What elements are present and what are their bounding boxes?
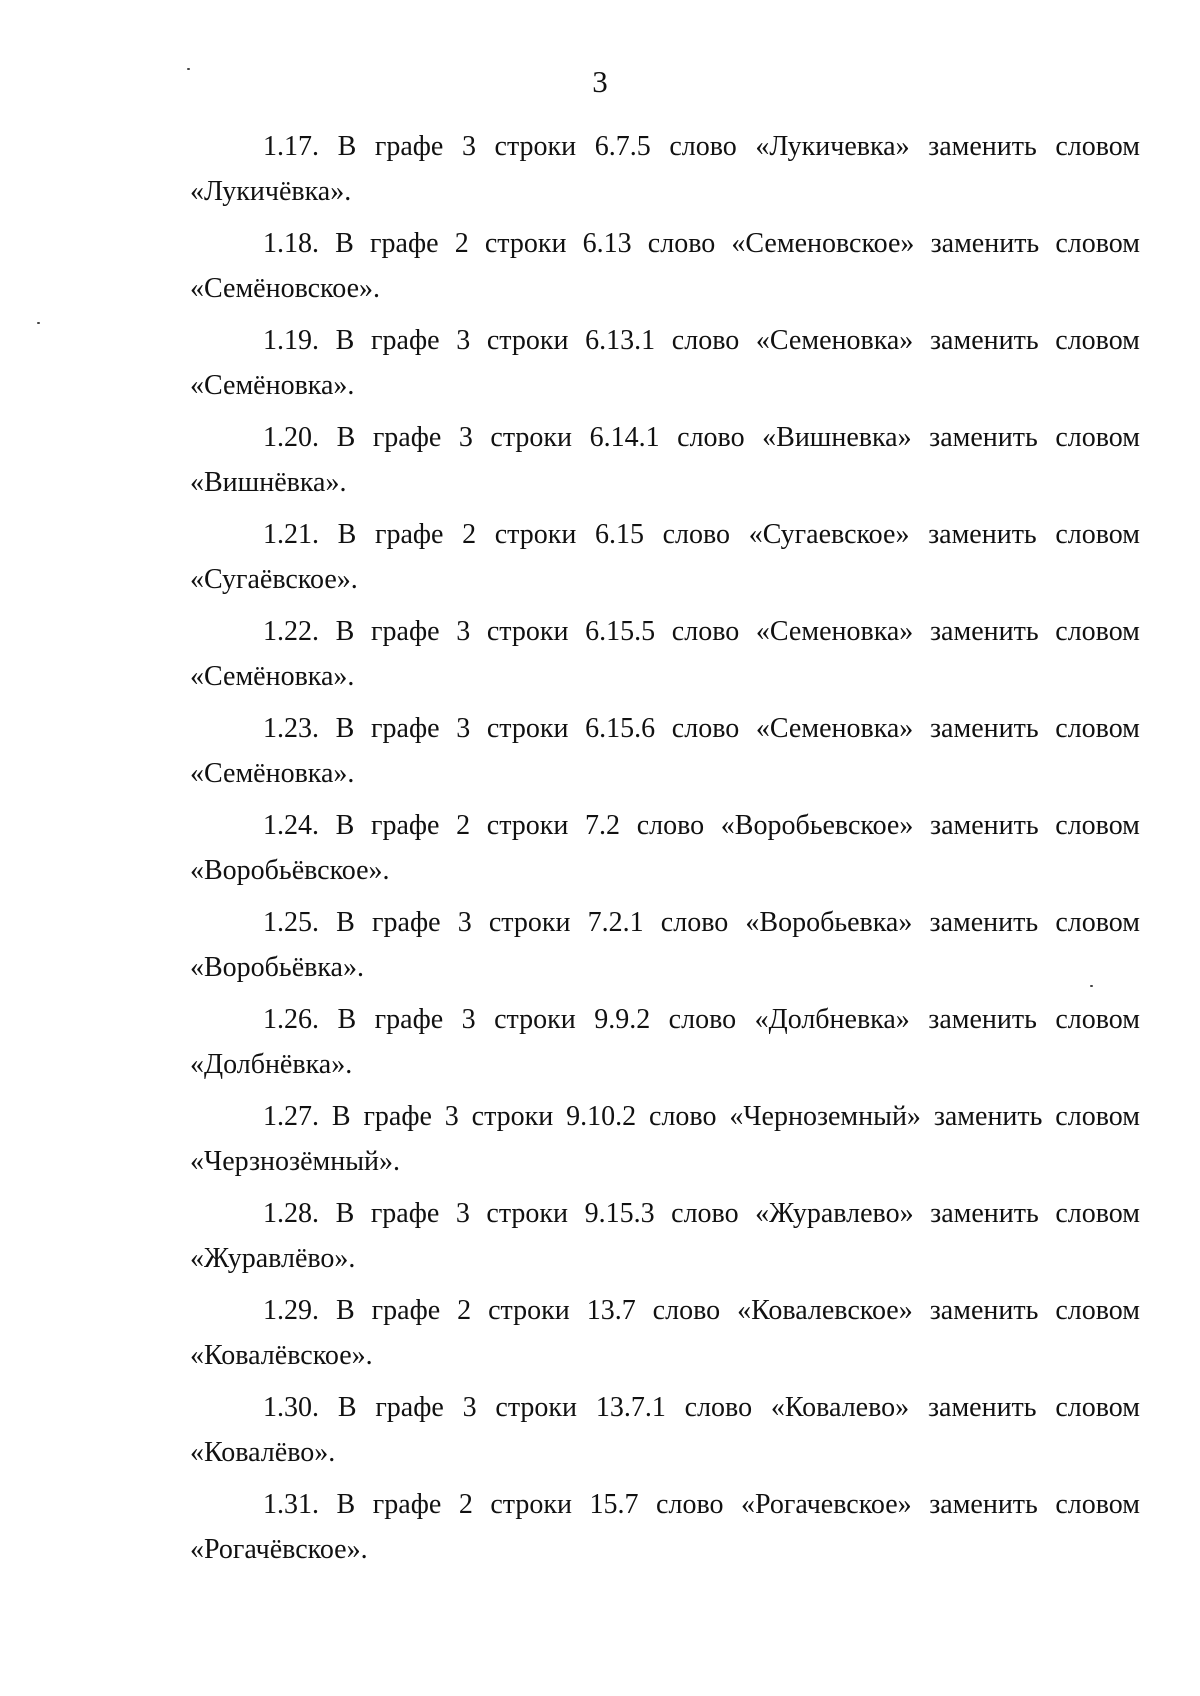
amendment-line-first	[263, 1194, 1140, 1234]
amendment-line-first	[263, 1485, 1140, 1525]
word: заменить	[930, 810, 1039, 841]
word: словом	[1055, 131, 1140, 162]
word: 3	[444, 1101, 459, 1132]
word: слово	[677, 422, 745, 453]
word: «Лукичевка»	[755, 131, 910, 162]
word: В	[335, 1198, 355, 1229]
word: В	[335, 810, 355, 841]
word: 6.15.5	[585, 616, 656, 647]
word: заменить	[933, 1101, 1043, 1132]
word: графе	[374, 1004, 444, 1035]
amendment-item	[190, 806, 1140, 903]
word: 6.15.6	[585, 713, 656, 744]
word: 1.17.	[263, 131, 319, 162]
word: графе	[370, 228, 439, 259]
word: «Долбневка»	[754, 1004, 910, 1035]
word: 13.7.1	[595, 1392, 666, 1423]
word: «Черноземный»	[729, 1101, 921, 1132]
amendment-line-continuation: «Семёновка».	[190, 661, 355, 692]
word: 2	[456, 810, 471, 841]
amendment-item	[190, 1000, 1140, 1097]
word: В	[335, 616, 355, 647]
word: слово	[671, 713, 740, 744]
word: словом	[1055, 325, 1140, 356]
amendment-line-first	[263, 321, 1140, 361]
word: строки	[494, 519, 577, 550]
word: В	[335, 1295, 355, 1326]
amendment-line-continuation: «Рогачёвское».	[190, 1534, 368, 1565]
word: «Семеновка»	[755, 713, 914, 744]
word: строки	[486, 810, 569, 841]
word: 1.31.	[263, 1489, 319, 1520]
scan-speck	[37, 322, 40, 324]
word: словом	[1055, 810, 1140, 841]
amendment-item	[190, 709, 1140, 806]
word: строки	[494, 1004, 576, 1035]
amendment-line-continuation: «Семёновка».	[190, 758, 355, 789]
word: 3	[455, 1198, 470, 1229]
amendment-line-first	[263, 127, 1140, 167]
word: заменить	[930, 228, 1040, 259]
word: В	[337, 519, 357, 550]
amendment-line-first	[263, 903, 1140, 943]
word: 6.7.5	[594, 131, 651, 162]
word: заменить	[929, 325, 1039, 356]
word: заменить	[929, 713, 1039, 744]
word: словом	[1055, 907, 1140, 938]
word: В	[337, 1004, 357, 1035]
amendment-item	[190, 224, 1140, 321]
word: В	[335, 713, 355, 744]
word: «Журавлево»	[755, 1198, 914, 1229]
word: В	[336, 907, 355, 938]
word: строки	[494, 131, 577, 162]
word: заменить	[928, 131, 1037, 162]
word: В	[337, 131, 357, 162]
amendment-item	[190, 515, 1140, 612]
amendment-line-continuation: «Сугаёвское».	[190, 564, 358, 595]
word: В	[335, 325, 355, 356]
word: слово	[671, 1198, 739, 1229]
word: строки	[486, 325, 569, 356]
word: В	[331, 1101, 351, 1132]
word: слово	[669, 131, 737, 162]
amendment-item	[190, 321, 1140, 418]
word: слово	[668, 1004, 737, 1035]
word: заменить	[930, 1198, 1039, 1229]
amendment-line-first	[263, 1291, 1140, 1331]
word: словом	[1055, 1101, 1140, 1132]
word: слово	[636, 810, 705, 841]
word: графе	[372, 1489, 442, 1520]
word: 9.10.2	[566, 1101, 637, 1132]
amendment-line-first	[263, 709, 1140, 749]
word: 1.24.	[263, 810, 319, 841]
word: слово	[656, 1489, 724, 1520]
word: 9.9.2	[594, 1004, 651, 1035]
word: 3	[461, 131, 476, 162]
word: словом	[1055, 1295, 1140, 1326]
word: графе	[371, 810, 440, 841]
word: «Семеновка»	[755, 616, 914, 647]
word: графе	[374, 131, 444, 162]
amendment-line-continuation: «Ковалёвское».	[190, 1340, 373, 1371]
word: строки	[484, 228, 567, 259]
word: графе	[375, 1392, 444, 1423]
word: заменить	[929, 1489, 1038, 1520]
word: «Семеновка»	[755, 325, 914, 356]
word: строки	[495, 1392, 578, 1423]
word: 1.26.	[263, 1004, 319, 1035]
word: 1.28.	[263, 1198, 319, 1229]
word: 1.23.	[263, 713, 319, 744]
word: заменить	[927, 1392, 1037, 1423]
word: «Воробьевка»	[745, 907, 913, 938]
word: заменить	[929, 422, 1038, 453]
word: 1.27.	[263, 1101, 319, 1132]
amendment-line-first	[263, 612, 1140, 652]
amendment-item	[190, 1291, 1140, 1388]
amendment-line-continuation: «Лукичёвка».	[190, 176, 352, 207]
amendment-line-continuation: «Ковалёво».	[190, 1437, 336, 1468]
word: словом	[1055, 422, 1140, 453]
word: строки	[488, 907, 571, 938]
word: «Ковалевское»	[737, 1295, 913, 1326]
amendment-item	[190, 1485, 1140, 1582]
word: 7.2	[585, 810, 621, 841]
word: графе	[363, 1101, 432, 1132]
amendment-line-continuation: «Журавлёво».	[190, 1243, 356, 1274]
word: 9.15.3	[584, 1198, 655, 1229]
word: строки	[490, 422, 573, 453]
amendment-item	[190, 127, 1140, 224]
word: «Ковалево»	[770, 1392, 910, 1423]
amendment-line-continuation: «Семёновское».	[190, 273, 381, 304]
word: заменить	[929, 616, 1039, 647]
word: 15.7	[589, 1489, 639, 1520]
word: 3	[456, 713, 471, 744]
word: 6.13.1	[585, 325, 656, 356]
amendment-line-continuation: «Вишнёвка».	[190, 467, 347, 498]
amendment-item	[190, 1388, 1140, 1485]
word: слово	[671, 616, 740, 647]
word: 6.14.1	[589, 422, 660, 453]
word: графе	[372, 422, 442, 453]
word: словом	[1055, 616, 1140, 647]
word: 1.25.	[263, 907, 319, 938]
word: 2	[457, 1295, 472, 1326]
amendment-line-first	[263, 1097, 1140, 1137]
word: слово	[671, 325, 740, 356]
word: заменить	[928, 519, 1037, 550]
word: 2	[458, 1489, 473, 1520]
amendment-line-continuation: «Черзнозёмный».	[190, 1146, 400, 1177]
amendment-line-continuation: «Воробьёвское».	[190, 855, 390, 886]
word: слово	[660, 907, 729, 938]
word: «Вишневка»	[762, 422, 912, 453]
word: словом	[1055, 519, 1140, 550]
word: словом	[1055, 1004, 1140, 1035]
amendment-list	[190, 127, 1140, 1582]
word: словом	[1055, 1392, 1140, 1423]
word: слово	[684, 1392, 753, 1423]
word: слово	[647, 228, 716, 259]
word: 6.13	[582, 228, 632, 259]
word: 3	[458, 422, 473, 453]
word: В	[336, 422, 356, 453]
word: графе	[371, 713, 440, 744]
word: строки	[486, 1198, 569, 1229]
word: В	[336, 1489, 356, 1520]
amendment-line-continuation: «Воробьёвка».	[190, 952, 364, 983]
word: 3	[456, 325, 471, 356]
word: графе	[371, 1295, 441, 1326]
word: 7.2.1	[587, 907, 644, 938]
word: графе	[374, 519, 444, 550]
amendment-line-first	[263, 224, 1140, 264]
word: 1.30.	[263, 1392, 319, 1423]
word: заменить	[928, 1004, 1037, 1035]
word: 1.20.	[263, 422, 319, 453]
word: словом	[1055, 713, 1140, 744]
word: строки	[490, 1489, 572, 1520]
word: «Семеновское»	[731, 228, 915, 259]
word: слово	[662, 519, 731, 550]
amendment-line-first	[263, 1000, 1140, 1040]
word: слово	[652, 1295, 721, 1326]
word: 1.19.	[263, 325, 319, 356]
amendment-item	[190, 1194, 1140, 1291]
amendment-item	[190, 1097, 1140, 1194]
word: графе	[370, 1198, 440, 1229]
word: 3	[457, 907, 472, 938]
amendment-item	[190, 903, 1140, 1000]
word: строки	[486, 713, 569, 744]
amendment-item	[190, 612, 1140, 709]
word: строки	[488, 1295, 570, 1326]
word: 1.29.	[263, 1295, 319, 1326]
word: 1.21.	[263, 519, 319, 550]
word: 3	[462, 1392, 477, 1423]
word: слово	[649, 1101, 717, 1132]
word: 6.15	[594, 519, 644, 550]
amendment-line-first	[263, 418, 1140, 458]
word: 1.18.	[263, 228, 319, 259]
word: словом	[1055, 1489, 1140, 1520]
word: 3	[456, 616, 471, 647]
amendment-line-first	[263, 806, 1140, 846]
word: строки	[471, 1101, 554, 1132]
word: В	[335, 228, 354, 259]
word: «Воробьевское»	[720, 810, 914, 841]
word: заменить	[929, 907, 1039, 938]
word: словом	[1055, 1198, 1140, 1229]
word: 13.7	[586, 1295, 636, 1326]
word: 2	[462, 519, 477, 550]
word: словом	[1055, 228, 1140, 259]
word: графе	[371, 616, 440, 647]
amendment-line-continuation: «Семёновка».	[190, 370, 355, 401]
word: 3	[461, 1004, 476, 1035]
amendment-line-first	[263, 515, 1140, 555]
word: строки	[486, 616, 569, 647]
amendment-item	[190, 418, 1140, 515]
word: 1.22.	[263, 616, 319, 647]
word: 2	[454, 228, 469, 259]
amendment-line-first	[263, 1388, 1140, 1428]
word: графе	[372, 907, 441, 938]
word: «Рогачевское»	[741, 1489, 912, 1520]
page-number: 3	[592, 64, 608, 99]
word: «Сугаевское»	[748, 519, 910, 550]
word: заменить	[929, 1295, 1039, 1326]
word: графе	[371, 325, 440, 356]
word: В	[337, 1392, 357, 1423]
amendment-line-continuation: «Долбнёвка».	[190, 1049, 353, 1080]
scan-speck	[187, 68, 190, 70]
